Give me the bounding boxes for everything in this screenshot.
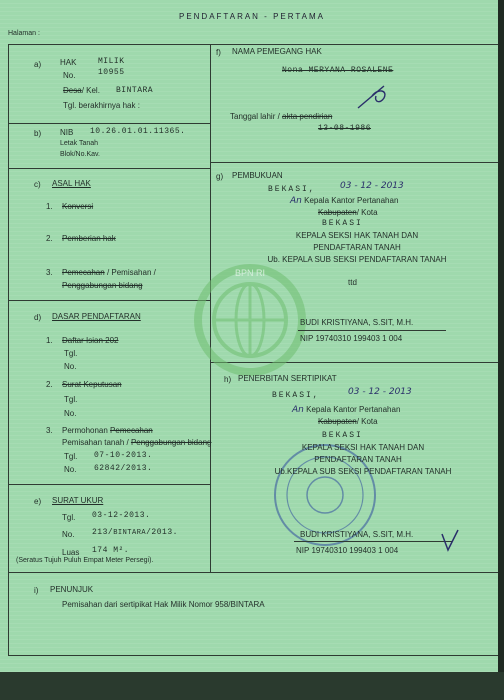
g-nip: 19740310 199403 1 004 [315,334,403,343]
pemisahan-label: / Pemisahan / [106,268,156,277]
holder-date: 13-08-1986 [318,124,372,133]
c-item-3-number: 3. [46,268,53,277]
hak-label: HAK [60,58,77,67]
divider [8,484,211,485]
h-kepala: Kepala Kantor Pertanahan [306,405,401,414]
d-item-2-number: 2. [46,380,53,389]
h-pendaftaran: PENDAFTARAN TANAH [314,455,402,464]
asal-hak-title: ASAL HAK [52,179,91,188]
no-value: 10955 [98,68,125,77]
e-tgl-value: 03-12-2013. [92,511,151,520]
c-item-1: Konversi [62,202,94,211]
desa-value: BINTARA [116,86,154,95]
h-kota: / Kota [356,417,378,426]
h-an: An [292,405,304,415]
g-kota: / Kota [356,208,378,217]
g-bekasi: BEKASI [322,219,363,228]
g-label: g) [216,172,224,181]
divider [8,123,211,124]
d1-no: No. [64,362,77,371]
nib-label: NIB [60,128,74,137]
divider [211,162,498,163]
d-item-3-number: 3. [46,426,53,435]
holder-name: Nona MERYANA ROSALENE [282,66,394,75]
kel-label: / Kel. [81,86,100,95]
page-title: PENDAFTARAN - PERTAMA [178,12,325,21]
surat-ukur-title: SURAT UKUR [52,496,104,505]
penggabungan-label: Penggabungan bidang [62,281,143,290]
g-ub: Ub. KEPALA SUB SEKSI PENDAFTARAN TANAH [267,255,447,264]
signature-tick-icon [438,528,462,554]
handwritten-mark-icon [354,82,394,112]
permohonan-label: Permohonan [62,426,108,435]
h-label: h) [224,375,232,384]
g-nip-label: NIP [300,334,314,343]
desa-label: Desa [63,86,82,95]
e-tgl: Tgl. [62,513,76,522]
d3-tgl-value: 07-10-2013. [94,451,153,460]
pembukuan-title: PEMBUKUAN [232,171,283,180]
h-bekasi: BEKASI [322,431,363,440]
tgl-berakhir-label: Tgl. berakhirnya hak : [63,101,140,110]
e-no: No. [62,530,75,539]
penunjuk-text: Pemisahan dari sertipikat Hak Milik Nomor 958/BINTARA [62,600,265,609]
e-no-value: 213/ [92,528,114,537]
h-sign-name: BUDI KRISTIYANA, S.SIT, M.H. [300,530,414,539]
photo-edge [498,0,504,700]
d3-tgl: Tgl. [64,452,78,461]
d-item-1-number: 1. [46,336,53,345]
d-item-2: Surat Keputusan [62,380,122,389]
penunjuk-title: PENUNJUK [50,585,94,594]
halaman-label: Halaman : [8,30,40,37]
g-kepala: Kepala Kantor Pertanahan [304,196,399,205]
nama-pemegang-title: NAMA PEMEGANG HAK [232,47,322,56]
d3-no: No. [64,465,77,474]
g-date: 03 - 12 - 2013 [340,181,404,191]
i-label: i) [34,586,39,595]
penerbitan-title: PENERBITAN SERTIPIKAT [238,374,337,383]
h-date: 03 - 12 - 2013 [348,387,412,397]
c-item-2: Pemberian hak [62,234,116,243]
pemisahan-tanah: Pemisahan tanah / [62,438,131,447]
h-ub: Ub.KEPALA SUB SEKSI PENDAFTARAN TANAH [274,467,452,476]
d2-no: No. [64,409,77,418]
g-sign-name: BUDI KRISTIYANA, S.SIT, M.H. [300,318,414,327]
divider [8,300,211,301]
bpn-seal-icon [190,260,310,380]
e-luas: Luas [62,548,80,557]
g-an: An [290,196,302,206]
e-no-mid: BINTARA [113,529,147,537]
e-label: e) [34,497,42,506]
d1-tgl: Tgl. [64,349,78,358]
c-item-2-number: 2. [46,234,53,243]
h-nip-label: NIP [296,546,310,555]
d2-tgl: Tgl. [64,395,78,404]
g-kepala-seksi: KEPALA SEKSI HAK TANAH DAN [295,231,419,240]
pemecahan-label: Pemecahan [62,268,105,277]
akta-label: akta pendirian [282,112,333,121]
h-nip: 19740310 199403 1 004 [311,546,399,555]
h-sign-line [294,541,452,542]
f-label: f) [216,48,221,57]
divider [8,572,498,573]
c-label: c) [34,180,41,189]
hak-value: MILIK [98,57,125,66]
photo-edge-bottom [0,672,504,700]
d-item-1: Daftar Isian 202 [62,336,119,345]
pemecahan-strike: Pemecahan [110,426,153,435]
e-no-end: /2013. [146,528,178,537]
a-label: a) [34,60,42,69]
letak-label: Letak Tanah [60,140,99,147]
divider [8,168,211,169]
seal-text: BPN RI [234,268,266,278]
g-kab: Kabupaten [318,208,357,217]
no-label: No. [63,71,76,80]
h-kab: Kabupaten [318,417,357,426]
d3-no-value: 62842/2013. [94,464,153,473]
nib-value: 10.26.01.01.11365. [90,127,186,136]
d-label: d) [34,313,42,322]
g-pendaftaran: PENDAFTARAN TANAH [313,243,401,252]
tgl-lahir-label: Tanggal lahir / [230,112,280,121]
g-place: BEKASI, [268,185,316,194]
b-label: b) [34,129,42,138]
e-luas-text: (Seratus Tujuh Puluh Empat Meter Persegi). [16,557,154,564]
h-kepala-seksi: KEPALA SEKSI HAK TANAH DAN [301,443,425,452]
dasar-title: DASAR PENDAFTARAN [52,312,141,321]
c-item-1-number: 1. [46,202,53,211]
blok-label: Blok/No.Kav. [60,151,100,158]
e-luas-value: 174 M². [92,546,130,555]
penggabungan-strike: Penggabungan bidang [130,438,212,447]
g-sign-line [298,330,446,331]
h-place: BEKASI, [272,391,320,400]
g-ttd: ttd [348,278,357,287]
